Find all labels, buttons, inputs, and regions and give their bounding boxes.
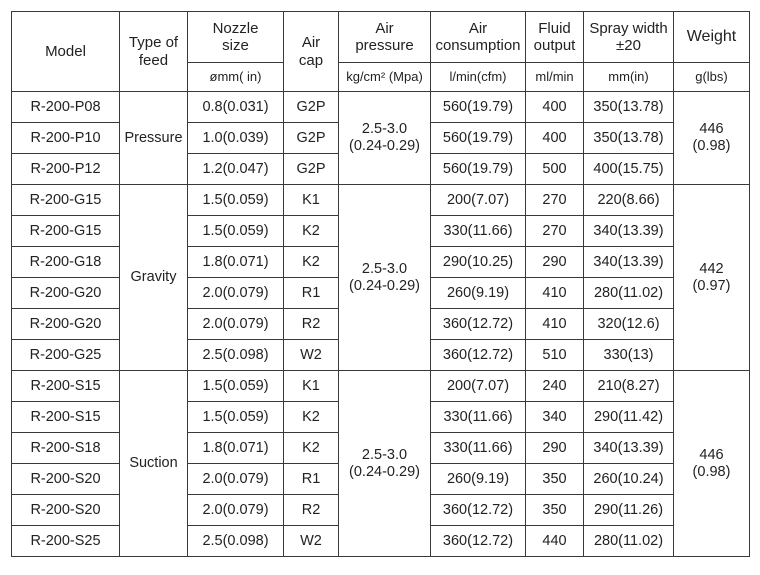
- cell-spray-width: 350(13.78): [584, 123, 674, 154]
- header-consumption-line2: consumption: [435, 37, 521, 54]
- cell-fluid-output: 440: [526, 526, 584, 557]
- cell-air-pressure: [339, 185, 431, 371]
- cell-spray-width: 330(13): [584, 340, 674, 371]
- cell-weight: [674, 371, 750, 557]
- cell-nozzle: 0.8(0.031): [188, 92, 284, 123]
- cell-air-cap: K2: [284, 247, 339, 278]
- cell-fluid-output: 410: [526, 278, 584, 309]
- cell-air-pressure-line1: 2.5-3.0: [361, 121, 408, 138]
- cell-fluid-output: 510: [526, 340, 584, 371]
- table-row: [12, 371, 750, 402]
- cell-fluid-output: 270: [526, 185, 584, 216]
- unit-spray: mm(in): [584, 63, 674, 92]
- cell-consumption: 200(7.07): [431, 185, 526, 216]
- table-row: [12, 92, 750, 123]
- cell-fluid-output: 400: [526, 92, 584, 123]
- unit-nozzle: ømm( in): [188, 63, 284, 92]
- cell-consumption: 260(9.19): [431, 464, 526, 495]
- header-spray-line1: Spray width: [589, 19, 668, 37]
- cell-model: R-200-S15: [12, 402, 120, 433]
- cell-model: R-200-S15: [12, 371, 120, 402]
- cell-consumption: 290(10.25): [431, 247, 526, 278]
- cell-fluid-output: 400: [526, 123, 584, 154]
- cell-nozzle: 1.5(0.059): [188, 371, 284, 402]
- cell-spray-width: 280(11.02): [584, 278, 674, 309]
- cell-spray-width: 290(11.26): [584, 495, 674, 526]
- cell-model: R-200-S20: [12, 495, 120, 526]
- cell-consumption: 260(9.19): [431, 278, 526, 309]
- cell-fluid-output: 270: [526, 216, 584, 247]
- header-air-cap: [284, 12, 339, 92]
- cell-spray-width: 280(11.02): [584, 526, 674, 557]
- cell-air-cap: K2: [284, 402, 339, 433]
- header-row: [12, 12, 750, 63]
- cell-air-cap: R2: [284, 309, 339, 340]
- cell-air-cap: W2: [284, 526, 339, 557]
- cell-spray-width: 320(12.6): [584, 309, 674, 340]
- cell-model: R-200-G15: [12, 185, 120, 216]
- header-spray-width: [584, 12, 674, 63]
- cell-weight-line2: (0.98): [692, 463, 731, 480]
- cell-air-pressure-line2: (0.24-0.29): [349, 138, 420, 154]
- cell-fluid-output: 500: [526, 154, 584, 185]
- cell-feed-type: Suction: [120, 371, 188, 557]
- unit-fluid: ml/min: [526, 63, 584, 92]
- cell-fluid-output: 240: [526, 371, 584, 402]
- cell-spray-width: 340(13.39): [584, 433, 674, 464]
- unit-weight: g(lbs): [674, 63, 750, 92]
- header-air-consumption: [431, 12, 526, 63]
- cell-air-cap: K1: [284, 185, 339, 216]
- cell-nozzle: 2.0(0.079): [188, 278, 284, 309]
- header-type-line2: feed: [138, 51, 169, 69]
- cell-consumption: 330(11.66): [431, 216, 526, 247]
- cell-spray-width: 350(13.78): [584, 92, 674, 123]
- cell-model: R-200-P12: [12, 154, 120, 185]
- cell-nozzle: 1.2(0.047): [188, 154, 284, 185]
- cell-air-pressure-line2: (0.24-0.29): [349, 277, 420, 294]
- cell-model: R-200-P08: [12, 92, 120, 123]
- unit-consumption: l/min(cfm): [431, 63, 526, 92]
- cell-weight-line2: (0.98): [692, 138, 731, 154]
- header-pressure-line2: pressure: [355, 37, 414, 54]
- cell-model: R-200-S25: [12, 526, 120, 557]
- cell-weight-line1: 442: [699, 260, 724, 277]
- header-consumption-line1: Air: [468, 19, 488, 37]
- cell-consumption: 560(19.79): [431, 154, 526, 185]
- header-type-of-feed: [120, 12, 188, 92]
- header-fluid-line2: output: [533, 37, 576, 54]
- cell-nozzle: 2.0(0.079): [188, 495, 284, 526]
- spec-table: [11, 11, 750, 557]
- header-type-line1: Type of: [128, 34, 179, 52]
- header-fluid-output: [526, 12, 584, 63]
- cell-consumption: 560(19.79): [431, 92, 526, 123]
- cell-spray-width: 340(13.39): [584, 247, 674, 278]
- cell-nozzle: 2.0(0.079): [188, 309, 284, 340]
- cell-air-pressure-line1: 2.5-3.0: [361, 446, 408, 463]
- table-row: [12, 185, 750, 216]
- cell-weight-line1: 446: [699, 121, 724, 138]
- cell-nozzle: 1.5(0.059): [188, 402, 284, 433]
- cell-model: R-200-P10: [12, 123, 120, 154]
- cell-air-pressure: [339, 371, 431, 557]
- cell-consumption: 360(12.72): [431, 309, 526, 340]
- unit-pressure: kg/cm² (Mpa): [339, 63, 431, 92]
- cell-air-cap: R1: [284, 278, 339, 309]
- cell-weight: [674, 92, 750, 185]
- header-weight-label: Weight: [686, 27, 737, 45]
- cell-fluid-output: 290: [526, 433, 584, 464]
- cell-model: R-200-S18: [12, 433, 120, 464]
- cell-consumption: 360(12.72): [431, 340, 526, 371]
- cell-nozzle: 2.5(0.098): [188, 340, 284, 371]
- cell-air-pressure-line2: (0.24-0.29): [349, 463, 420, 480]
- cell-nozzle: 1.0(0.039): [188, 123, 284, 154]
- header-spray-line2: ±20: [616, 37, 641, 54]
- cell-consumption: 360(12.72): [431, 526, 526, 557]
- cell-consumption: 560(19.79): [431, 123, 526, 154]
- cell-model: R-200-G20: [12, 309, 120, 340]
- cell-model: R-200-G20: [12, 278, 120, 309]
- cell-air-pressure: [339, 92, 431, 185]
- cell-air-cap: W2: [284, 340, 339, 371]
- cell-feed-type: Gravity: [120, 185, 188, 371]
- cell-spray-width: 260(10.24): [584, 464, 674, 495]
- header-model-label: Model: [45, 42, 86, 60]
- cell-consumption: 330(11.66): [431, 433, 526, 464]
- cell-air-cap: R2: [284, 495, 339, 526]
- cell-air-cap: K1: [284, 371, 339, 402]
- cell-fluid-output: 410: [526, 309, 584, 340]
- header-nozzle-size: [188, 12, 284, 63]
- cell-air-cap: R1: [284, 464, 339, 495]
- header-air-pressure: [339, 12, 431, 63]
- header-nozzle-line2: size: [222, 37, 249, 54]
- cell-feed-type: Pressure: [120, 92, 188, 185]
- cell-spray-width: 340(13.39): [584, 216, 674, 247]
- cell-consumption: 200(7.07): [431, 371, 526, 402]
- cell-nozzle: 1.5(0.059): [188, 185, 284, 216]
- cell-nozzle: 2.5(0.098): [188, 526, 284, 557]
- header-aircap-line1: Air: [301, 34, 321, 52]
- header-nozzle-line1: Nozzle: [212, 19, 259, 37]
- cell-consumption: 330(11.66): [431, 402, 526, 433]
- cell-spray-width: 400(15.75): [584, 154, 674, 185]
- cell-spray-width: 220(8.66): [584, 185, 674, 216]
- cell-air-cap: G2P: [284, 123, 339, 154]
- cell-fluid-output: 340: [526, 402, 584, 433]
- cell-model: R-200-G15: [12, 216, 120, 247]
- cell-air-cap: G2P: [284, 92, 339, 123]
- header-weight: [674, 12, 750, 63]
- cell-fluid-output: 350: [526, 464, 584, 495]
- cell-weight-line2: (0.97): [692, 277, 731, 294]
- cell-nozzle: 1.5(0.059): [188, 216, 284, 247]
- cell-air-pressure-line1: 2.5-3.0: [361, 260, 408, 277]
- header-aircap-line2: cap: [298, 51, 324, 69]
- cell-consumption: 360(12.72): [431, 495, 526, 526]
- table-body: [12, 12, 750, 557]
- cell-air-cap: K2: [284, 433, 339, 464]
- cell-fluid-output: 290: [526, 247, 584, 278]
- cell-weight: [674, 185, 750, 371]
- cell-nozzle: 1.8(0.071): [188, 433, 284, 464]
- header-fluid-line1: Fluid: [538, 19, 571, 37]
- cell-model: R-200-S20: [12, 464, 120, 495]
- cell-fluid-output: 350: [526, 495, 584, 526]
- cell-spray-width: 290(11.42): [584, 402, 674, 433]
- cell-air-cap: G2P: [284, 154, 339, 185]
- cell-air-cap: K2: [284, 216, 339, 247]
- cell-nozzle: 2.0(0.079): [188, 464, 284, 495]
- cell-nozzle: 1.8(0.071): [188, 247, 284, 278]
- cell-weight-line1: 446: [699, 446, 724, 463]
- header-pressure-line1: Air: [375, 19, 394, 37]
- cell-model: R-200-G25: [12, 340, 120, 371]
- cell-model: R-200-G18: [12, 247, 120, 278]
- header-model: [12, 12, 120, 92]
- cell-spray-width: 210(8.27): [584, 371, 674, 402]
